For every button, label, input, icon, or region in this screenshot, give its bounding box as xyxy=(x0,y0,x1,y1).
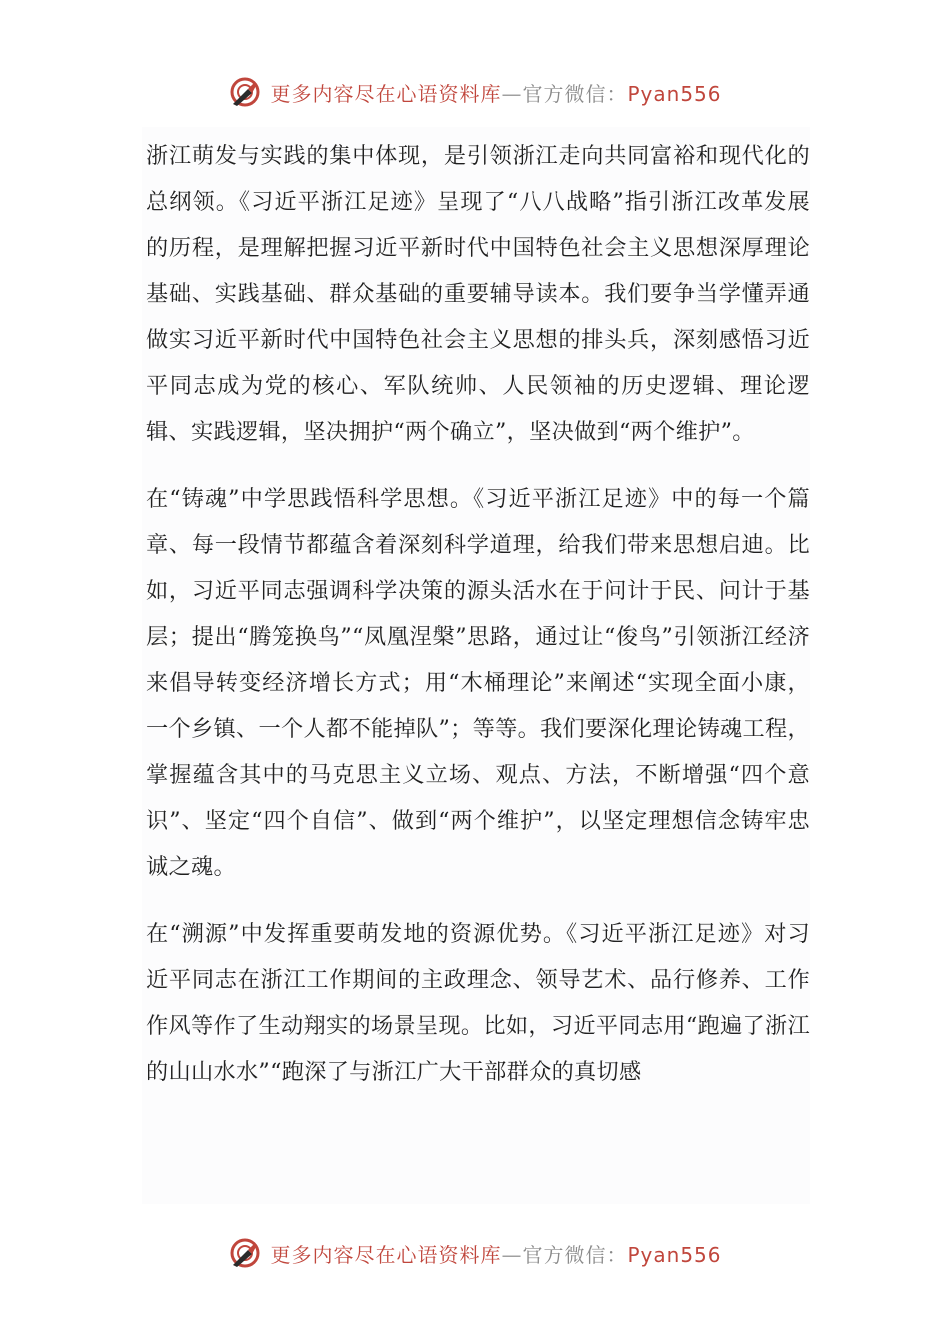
brand-logo-icon xyxy=(228,75,262,109)
footer-banner-separator: — xyxy=(501,1242,523,1267)
footer-banner-wechat-id: Pyan556 xyxy=(627,1242,722,1267)
header-banner-wechat-label: 官方微信： xyxy=(522,81,628,106)
paragraph-3: 在“溯源”中发挥重要萌发地的资源优势。《习近平浙江足迹》对习近平同志在浙江工作期间的主政理念、领导艺术、品行修养、工作作风等作了生动翔实的场景呈现。比如，习近平同志用“跑遍了浙江的山山水水”“跑深了与浙江广大干部群众的真切感 xyxy=(146,921,810,1085)
footer-banner-text xyxy=(270,1239,721,1268)
footer-banner xyxy=(0,1233,950,1273)
footer-banner-wechat-label: 官方微信： xyxy=(522,1242,628,1267)
document-body xyxy=(142,127,810,1204)
header-banner-text xyxy=(270,78,721,107)
paragraph-1: 浙江萌发与实践的集中体现，是引领浙江走向共同富裕和现代化的总纲领。《习近平浙江足迹》呈现了“八八战略”指引浙江改革发展的历程，是理解把握习近平新时代中国特色社会主义思想深厚理论基础、实践基础、群众基础的重要辅导读本。我们要争当学懂弄通做实习近平新时代中国特色社会主义思想的排头兵，深刻感悟习近平同志成为党的核心、军队统帅、人民领袖的历史逻辑、理论逻辑、实践逻辑，坚决拥护“两个确立”，坚决做到“两个维护”。 xyxy=(146,143,810,445)
header-banner-separator: — xyxy=(501,81,523,106)
header-banner-main: 更多内容尽在心语资料库 xyxy=(270,81,502,106)
footer-banner-main: 更多内容尽在心语资料库 xyxy=(270,1242,502,1267)
paragraph-2: 在“铸魂”中学思践悟科学思想。《习近平浙江足迹》中的每一个篇章、每一段情节都蕴含着深刻科学道理，给我们带来思想启迪。比如，习近平同志强调科学决策的源头活水在于问计于民、问计于基层；提出“腾笼换鸟”“凤凰涅槃”思路，通过让“俊鸟”引领浙江经济来倡导转变经济增长方式；用“木桶理论”来阐述“实现全面小康，一个乡镇、一个人都不能掉队”；等等。我们要深化理论铸魂工程，掌握蕴含其中的马克思主义立场、观点、方法，不断增强“四个意识”、坚定“四个自信”、做到“两个维护”，以坚定理想信念铸牢忠诚之魂。 xyxy=(146,486,810,880)
header-banner xyxy=(0,72,950,112)
header-banner-wechat-id: Pyan556 xyxy=(627,81,722,106)
brand-logo-icon xyxy=(228,1236,262,1270)
